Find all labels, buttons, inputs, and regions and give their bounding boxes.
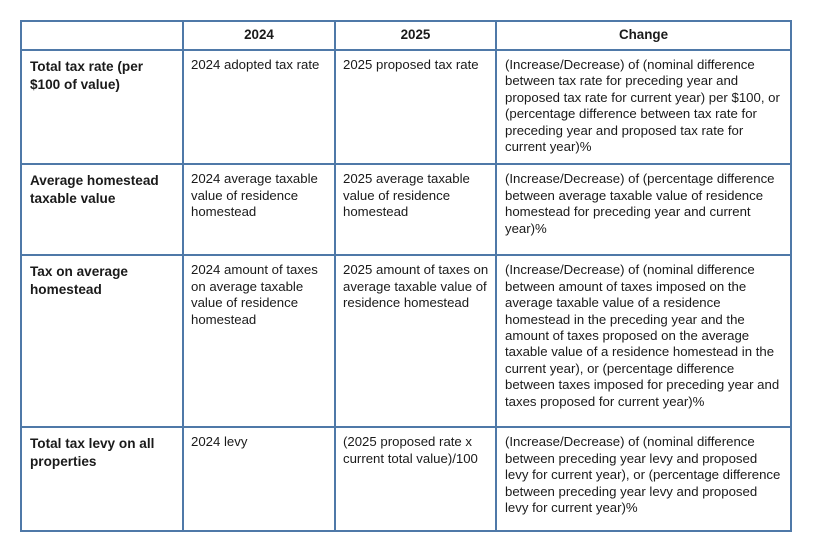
cell-change (496, 164, 791, 255)
row-label-cell (21, 427, 183, 531)
cell-2024 (183, 255, 335, 427)
table-row (21, 427, 791, 531)
row-label: Total tax levy on all properties (30, 436, 155, 470)
header-2024: 2024 (183, 21, 335, 50)
row-label-cell (21, 50, 183, 164)
row-label: Tax on average homestead (30, 264, 128, 298)
value-change: (Increase/Decrease) of (nominal difference between preceding year levy and proposed levy for current year), or (percentage difference between preceding year levy and proposed levy for current year)% (505, 434, 781, 516)
value-2025: (2025 proposed rate x current total value)/100 (343, 434, 478, 466)
tax-rate-table (20, 20, 792, 532)
value-2024: 2024 amount of taxes on average taxable value of residence homestead (191, 262, 318, 327)
table-row (21, 255, 791, 427)
header-empty (21, 21, 183, 50)
value-change: (Increase/Decrease) of (percentage difference between average taxable value of residence homestead for preceding year and current year)% (505, 171, 775, 236)
cell-2025 (335, 255, 496, 427)
table-row (21, 164, 791, 255)
row-label-cell (21, 255, 183, 427)
header-row (21, 21, 791, 50)
value-2024: 2024 levy (191, 434, 248, 450)
value-2025: 2025 amount of taxes on average taxable value of residence homestead (343, 262, 489, 311)
value-2025: 2025 proposed tax rate (343, 57, 479, 72)
cell-2024 (183, 427, 335, 531)
row-label-cell (21, 164, 183, 255)
table-row (21, 50, 791, 164)
value-2024: 2024 average taxable value of residence homestead (191, 171, 318, 220)
cell-change (496, 255, 791, 427)
row-label: Total tax rate (per $100 of value) (30, 59, 144, 92)
row-label: Average homestead taxable value (30, 173, 159, 207)
value-2024: 2024 adopted tax rate (191, 57, 320, 72)
cell-2024 (183, 164, 335, 255)
value-change: (Increase/Decrease) of (nominal difference between tax rate for preceding year and proposed tax rate for current year) per $100, or (percentage difference between tax rate for preceding year and proposed tax rate for current year)% (505, 57, 780, 155)
value-change: (Increase/Decrease) of (nominal difference between amount of taxes imposed on the average taxable value of a residence homestead in the preceding year and the amount of taxes proposed on the average taxable value of a residence homestead in the current year), or (percentage difference between taxes imposed for preceding year and taxes proposed for current year)% (505, 262, 780, 409)
header-change: Change (496, 21, 791, 50)
cell-2025 (335, 50, 496, 164)
cell-2025 (335, 164, 496, 255)
cell-change (496, 427, 791, 531)
cell-change (496, 50, 791, 164)
cell-2024 (183, 50, 335, 164)
value-2025: 2025 average taxable value of residence homestead (343, 171, 470, 220)
cell-2025 (335, 427, 496, 531)
header-2025: 2025 (335, 21, 496, 50)
